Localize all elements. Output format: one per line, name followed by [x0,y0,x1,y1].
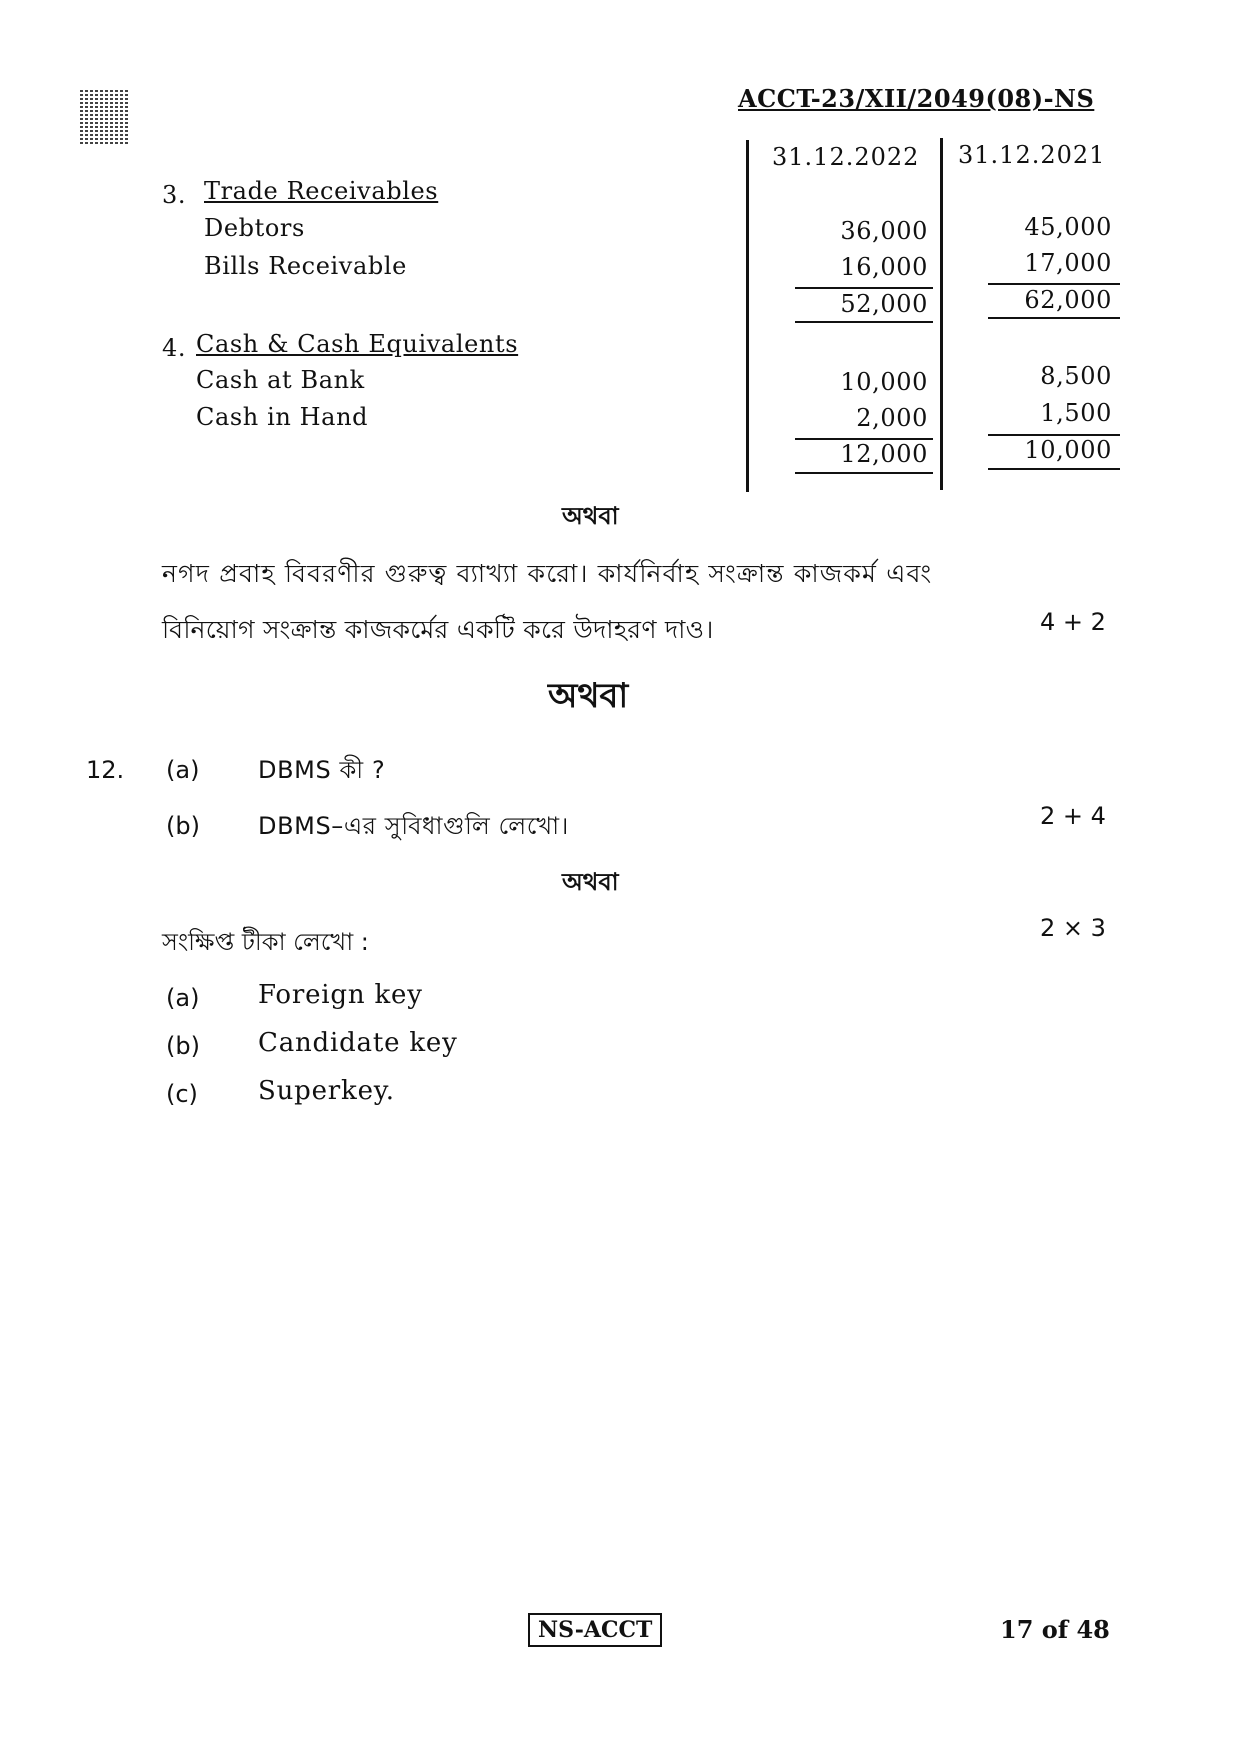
total-rule-2022 [795,472,933,474]
subject-code-box: NS-ACCT [528,1613,662,1647]
subtotal-rule-2021 [988,283,1120,285]
section-4-total-2022: 12,000 [840,440,928,468]
cash-flow-question-line-2: বিনিয়োগ সংক্রান্ত কাজকর্মের একটি করে উদাহরণ দাও। [162,615,714,644]
row-value-2021: 45,000 [1024,213,1112,241]
column-header-2022: 31.12.2022 [772,143,920,171]
row-value-2022: 36,000 [840,217,928,245]
table-divider-left [746,140,749,492]
qr-code-icon [80,90,130,144]
part-label: (a) [166,756,200,784]
short-notes-marks: 2 × 3 [1040,914,1106,942]
row-value-2022: 10,000 [840,368,928,396]
row-label: Bills Receivable [204,252,407,280]
total-rule-2021 [988,468,1120,470]
note-item-text: Foreign key [258,980,423,1010]
or-separator: অথবা [562,502,619,530]
section-4-number: 4. [162,334,187,362]
row-value-2021: 8,500 [1040,362,1112,390]
subtotal-rule-2022 [795,287,933,289]
row-value-2021: 17,000 [1024,249,1112,277]
column-header-2021: 31.12.2021 [958,141,1106,169]
section-4-total-2021: 10,000 [1024,436,1112,464]
note-item-label: (b) [166,1032,200,1060]
table-divider-middle [940,138,943,490]
section-3-total-2022: 52,000 [840,290,928,318]
row-label: Cash in Hand [196,403,369,431]
part-text: DBMS কী ? [258,756,386,784]
q12-marks: 2 + 4 [1040,802,1106,830]
note-item-text: Superkey. [258,1076,395,1106]
section-3-title: Trade Receivables [204,177,439,205]
row-value-2021: 1,500 [1040,399,1112,427]
section-3-number: 3. [162,181,187,209]
row-label: Cash at Bank [196,366,365,394]
part-label: (b) [166,812,200,840]
or-separator-large: অথবা [548,676,629,716]
row-label: Debtors [204,214,305,242]
question-number: 12. [86,756,125,784]
total-rule-2021 [988,317,1120,319]
cash-flow-marks: 4 + 2 [1040,608,1106,636]
total-rule-2022 [795,321,933,323]
or-separator: অথবা [562,868,619,896]
short-notes-prompt: সংক্ষিপ্ত টীকা লেখো : [162,928,369,956]
page-number: 17 of 48 [1000,1615,1110,1644]
section-3-total-2021: 62,000 [1024,286,1112,314]
section-4-title: Cash & Cash Equivalents [196,330,519,358]
note-item-label: (c) [166,1080,198,1108]
cash-flow-question-line-1: নগদ প্রবাহ বিবরণীর গুরুত্ব ব্যাখ্যা করো। কার্যনির্বাহ সংক্রান্ত কাজকর্ম এবং [162,559,933,588]
row-value-2022: 16,000 [840,253,928,281]
paper-code: ACCT-23/XII/2049(08)-NS [738,84,1095,113]
part-text: DBMS–এর সুবিধাগুলি লেখো। [258,812,569,840]
note-item-label: (a) [166,984,200,1012]
row-value-2022: 2,000 [856,404,928,432]
note-item-text: Candidate key [258,1028,458,1058]
